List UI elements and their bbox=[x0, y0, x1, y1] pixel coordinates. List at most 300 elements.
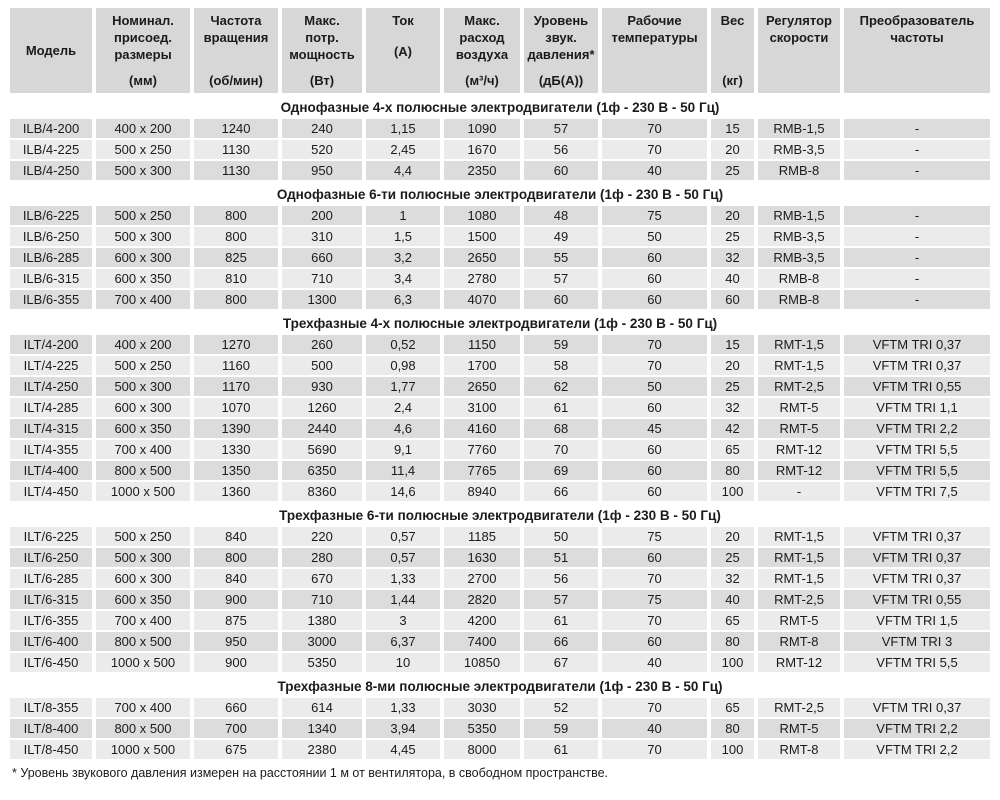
cell-weight: 100 bbox=[711, 740, 754, 759]
cell-weight: 65 bbox=[711, 698, 754, 717]
cell-power: 520 bbox=[282, 140, 362, 159]
cell-weight: 20 bbox=[711, 140, 754, 159]
cell-model: ILB/6-315 bbox=[10, 269, 92, 288]
cell-regulator: RMT-5 bbox=[758, 611, 840, 630]
cell-noise: 60 bbox=[524, 290, 598, 309]
table-row bbox=[10, 140, 990, 159]
cell-converter: VFTM TRI 0,37 bbox=[844, 569, 990, 588]
table-row bbox=[10, 161, 990, 180]
cell-temp: 60 bbox=[602, 632, 707, 651]
cell-airflow: 2820 bbox=[444, 590, 520, 609]
cell-model: ILT/4-200 bbox=[10, 335, 92, 354]
cell-rpm: 840 bbox=[194, 569, 278, 588]
cell-airflow: 2650 bbox=[444, 248, 520, 267]
cell-weight: 100 bbox=[711, 482, 754, 501]
cell-converter: VFTM TRI 3 bbox=[844, 632, 990, 651]
cell-regulator: RMT-12 bbox=[758, 461, 840, 480]
cell-converter: VFTM TRI 0,37 bbox=[844, 335, 990, 354]
cell-current: 2,45 bbox=[366, 140, 440, 159]
cell-rpm: 950 bbox=[194, 632, 278, 651]
cell-converter: VFTM TRI 1,5 bbox=[844, 611, 990, 630]
cell-current: 1,15 bbox=[366, 119, 440, 138]
cell-noise: 66 bbox=[524, 482, 598, 501]
cell-converter: - bbox=[844, 161, 990, 180]
cell-airflow: 3100 bbox=[444, 398, 520, 417]
cell-temp: 70 bbox=[602, 356, 707, 375]
cell-airflow: 8000 bbox=[444, 740, 520, 759]
cell-converter: VFTM TRI 5,5 bbox=[844, 440, 990, 459]
cell-current: 1,33 bbox=[366, 698, 440, 717]
cell-power: 710 bbox=[282, 590, 362, 609]
cell-temp: 60 bbox=[602, 482, 707, 501]
footnote: * Уровень звукового давления измерен на расстоянии 1 м от вентилятора, в свободном пространстве. bbox=[12, 766, 609, 780]
cell-rpm: 1160 bbox=[194, 356, 278, 375]
cell-weight: 65 bbox=[711, 440, 754, 459]
cell-dimensions: 500 x 300 bbox=[96, 377, 190, 396]
cell-rpm: 1330 bbox=[194, 440, 278, 459]
cell-current: 6,3 bbox=[366, 290, 440, 309]
section-header-row bbox=[10, 674, 990, 696]
cell-model: ILT/8-450 bbox=[10, 740, 92, 759]
cell-regulator: - bbox=[758, 482, 840, 501]
cell-dimensions: 500 x 250 bbox=[96, 527, 190, 546]
cell-noise: 61 bbox=[524, 611, 598, 630]
cell-airflow: 1080 bbox=[444, 206, 520, 225]
section-title: Трехфазные 6-ти полюсные электродвигатели (1ф - 230 В - 50 Гц) bbox=[10, 503, 990, 525]
cell-model: ILT/4-315 bbox=[10, 419, 92, 438]
cell-rpm: 1360 bbox=[194, 482, 278, 501]
cell-temp: 75 bbox=[602, 527, 707, 546]
cell-converter: - bbox=[844, 206, 990, 225]
cell-power: 6350 bbox=[282, 461, 362, 480]
cell-model: ILT/6-450 bbox=[10, 653, 92, 672]
cell-power: 280 bbox=[282, 548, 362, 567]
cell-model: ILB/4-250 bbox=[10, 161, 92, 180]
cell-noise: 56 bbox=[524, 140, 598, 159]
cell-dimensions: 1000 x 500 bbox=[96, 653, 190, 672]
cell-current: 4,4 bbox=[366, 161, 440, 180]
table-row bbox=[10, 119, 990, 138]
cell-current: 4,6 bbox=[366, 419, 440, 438]
table-row bbox=[10, 269, 990, 288]
cell-noise: 52 bbox=[524, 698, 598, 717]
cell-temp: 50 bbox=[602, 377, 707, 396]
cell-temp: 70 bbox=[602, 335, 707, 354]
cell-airflow: 2350 bbox=[444, 161, 520, 180]
column-header-model: Модель bbox=[10, 8, 92, 93]
cell-converter: VFTM TRI 7,5 bbox=[844, 482, 990, 501]
cell-dimensions: 800 x 500 bbox=[96, 632, 190, 651]
cell-temp: 60 bbox=[602, 398, 707, 417]
cell-rpm: 800 bbox=[194, 227, 278, 246]
cell-dimensions: 600 x 350 bbox=[96, 269, 190, 288]
cell-model: ILT/8-355 bbox=[10, 698, 92, 717]
cell-noise: 48 bbox=[524, 206, 598, 225]
table-row bbox=[10, 227, 990, 246]
cell-noise: 57 bbox=[524, 269, 598, 288]
cell-noise: 67 bbox=[524, 653, 598, 672]
cell-current: 4,45 bbox=[366, 740, 440, 759]
cell-regulator: RMB-8 bbox=[758, 161, 840, 180]
cell-regulator: RMT-12 bbox=[758, 440, 840, 459]
cell-dimensions: 500 x 300 bbox=[96, 161, 190, 180]
table-row bbox=[10, 527, 990, 546]
cell-regulator: RMT-2,5 bbox=[758, 377, 840, 396]
cell-temp: 75 bbox=[602, 590, 707, 609]
cell-airflow: 1185 bbox=[444, 527, 520, 546]
cell-weight: 25 bbox=[711, 227, 754, 246]
cell-weight: 40 bbox=[711, 269, 754, 288]
cell-converter: VFTM TRI 2,2 bbox=[844, 719, 990, 738]
cell-current: 11,4 bbox=[366, 461, 440, 480]
table-row bbox=[10, 698, 990, 717]
cell-temp: 70 bbox=[602, 119, 707, 138]
column-header-noise: Уровень звук. давления* (дБ(А)) bbox=[524, 8, 598, 93]
cell-regulator: RMT-2,5 bbox=[758, 698, 840, 717]
cell-current: 1,77 bbox=[366, 377, 440, 396]
cell-model: ILT/4-355 bbox=[10, 440, 92, 459]
cell-regulator: RMT-1,5 bbox=[758, 335, 840, 354]
cell-dimensions: 500 x 300 bbox=[96, 548, 190, 567]
cell-model: ILT/6-315 bbox=[10, 590, 92, 609]
cell-noise: 56 bbox=[524, 569, 598, 588]
cell-noise: 58 bbox=[524, 356, 598, 375]
cell-rpm: 1350 bbox=[194, 461, 278, 480]
cell-dimensions: 600 x 350 bbox=[96, 590, 190, 609]
table-row bbox=[10, 440, 990, 459]
cell-dimensions: 600 x 350 bbox=[96, 419, 190, 438]
column-header-dimensions: Номинал. присоед. размеры (мм) bbox=[96, 8, 190, 93]
cell-converter: VFTM TRI 1,1 bbox=[844, 398, 990, 417]
table-row bbox=[10, 590, 990, 609]
section-title: Трехфазные 8-ми полюсные электродвигатели (1ф - 230 В - 50 Гц) bbox=[10, 674, 990, 696]
cell-airflow: 1150 bbox=[444, 335, 520, 354]
cell-temp: 50 bbox=[602, 227, 707, 246]
cell-dimensions: 700 x 400 bbox=[96, 290, 190, 309]
cell-weight: 32 bbox=[711, 398, 754, 417]
cell-rpm: 1130 bbox=[194, 140, 278, 159]
cell-dimensions: 1000 x 500 bbox=[96, 740, 190, 759]
table-row bbox=[10, 740, 990, 759]
cell-rpm: 1240 bbox=[194, 119, 278, 138]
cell-converter: - bbox=[844, 140, 990, 159]
cell-rpm: 840 bbox=[194, 527, 278, 546]
cell-power: 220 bbox=[282, 527, 362, 546]
cell-temp: 60 bbox=[602, 548, 707, 567]
cell-converter: VFTM TRI 0,55 bbox=[844, 377, 990, 396]
cell-converter: - bbox=[844, 227, 990, 246]
cell-weight: 25 bbox=[711, 161, 754, 180]
cell-airflow: 3030 bbox=[444, 698, 520, 717]
cell-power: 670 bbox=[282, 569, 362, 588]
cell-power: 5690 bbox=[282, 440, 362, 459]
cell-current: 10 bbox=[366, 653, 440, 672]
cell-regulator: RMB-3,5 bbox=[758, 227, 840, 246]
cell-temp: 70 bbox=[602, 569, 707, 588]
cell-temp: 60 bbox=[602, 461, 707, 480]
cell-noise: 49 bbox=[524, 227, 598, 246]
cell-noise: 57 bbox=[524, 119, 598, 138]
cell-dimensions: 700 x 400 bbox=[96, 440, 190, 459]
cell-power: 614 bbox=[282, 698, 362, 717]
cell-converter: - bbox=[844, 290, 990, 309]
cell-converter: - bbox=[844, 269, 990, 288]
cell-current: 3 bbox=[366, 611, 440, 630]
column-header-current: Ток (А) bbox=[366, 8, 440, 93]
column-header-power: Макс. потр. мощность (Вт) bbox=[282, 8, 362, 93]
cell-rpm: 900 bbox=[194, 653, 278, 672]
cell-converter: VFTM TRI 5,5 bbox=[844, 653, 990, 672]
cell-weight: 42 bbox=[711, 419, 754, 438]
cell-weight: 25 bbox=[711, 377, 754, 396]
cell-rpm: 800 bbox=[194, 290, 278, 309]
cell-weight: 80 bbox=[711, 461, 754, 480]
cell-model: ILT/6-285 bbox=[10, 569, 92, 588]
table-body bbox=[10, 95, 990, 759]
cell-power: 710 bbox=[282, 269, 362, 288]
cell-weight: 32 bbox=[711, 569, 754, 588]
column-header-temp: Рабочие температуры bbox=[602, 8, 707, 93]
cell-weight: 32 bbox=[711, 248, 754, 267]
cell-power: 240 bbox=[282, 119, 362, 138]
cell-current: 1,33 bbox=[366, 569, 440, 588]
cell-noise: 69 bbox=[524, 461, 598, 480]
table-row bbox=[10, 653, 990, 672]
cell-airflow: 4160 bbox=[444, 419, 520, 438]
cell-model: ILB/4-225 bbox=[10, 140, 92, 159]
cell-model: ILB/6-285 bbox=[10, 248, 92, 267]
cell-rpm: 675 bbox=[194, 740, 278, 759]
cell-regulator: RMT-1,5 bbox=[758, 356, 840, 375]
cell-model: ILT/6-355 bbox=[10, 611, 92, 630]
cell-converter: VFTM TRI 0,37 bbox=[844, 698, 990, 717]
cell-regulator: RMB-1,5 bbox=[758, 206, 840, 225]
cell-regulator: RMT-12 bbox=[758, 653, 840, 672]
cell-airflow: 2650 bbox=[444, 377, 520, 396]
cell-dimensions: 1000 x 500 bbox=[96, 482, 190, 501]
cell-rpm: 700 bbox=[194, 719, 278, 738]
cell-temp: 75 bbox=[602, 206, 707, 225]
cell-rpm: 900 bbox=[194, 590, 278, 609]
cell-airflow: 7760 bbox=[444, 440, 520, 459]
cell-weight: 65 bbox=[711, 611, 754, 630]
cell-model: ILT/6-225 bbox=[10, 527, 92, 546]
table-row bbox=[10, 482, 990, 501]
cell-temp: 40 bbox=[602, 161, 707, 180]
cell-power: 310 bbox=[282, 227, 362, 246]
cell-weight: 80 bbox=[711, 719, 754, 738]
table-row bbox=[10, 356, 990, 375]
table-row bbox=[10, 398, 990, 417]
cell-power: 930 bbox=[282, 377, 362, 396]
table-row bbox=[10, 569, 990, 588]
cell-noise: 61 bbox=[524, 398, 598, 417]
cell-temp: 70 bbox=[602, 740, 707, 759]
cell-temp: 60 bbox=[602, 440, 707, 459]
cell-dimensions: 500 x 250 bbox=[96, 140, 190, 159]
cell-current: 3,4 bbox=[366, 269, 440, 288]
cell-current: 1,5 bbox=[366, 227, 440, 246]
cell-regulator: RMT-8 bbox=[758, 632, 840, 651]
cell-temp: 70 bbox=[602, 140, 707, 159]
table-row bbox=[10, 335, 990, 354]
cell-temp: 70 bbox=[602, 698, 707, 717]
cell-airflow: 1630 bbox=[444, 548, 520, 567]
cell-dimensions: 400 x 200 bbox=[96, 335, 190, 354]
cell-dimensions: 700 x 400 bbox=[96, 698, 190, 717]
cell-dimensions: 500 x 250 bbox=[96, 206, 190, 225]
cell-temp: 60 bbox=[602, 290, 707, 309]
cell-power: 260 bbox=[282, 335, 362, 354]
cell-noise: 70 bbox=[524, 440, 598, 459]
cell-airflow: 1090 bbox=[444, 119, 520, 138]
cell-noise: 57 bbox=[524, 590, 598, 609]
cell-regulator: RMB-3,5 bbox=[758, 140, 840, 159]
section-title: Трехфазные 4-х полюсные электродвигатели (1ф - 230 В - 50 Гц) bbox=[10, 311, 990, 333]
table-header bbox=[10, 8, 990, 93]
cell-rpm: 1170 bbox=[194, 377, 278, 396]
cell-airflow: 1700 bbox=[444, 356, 520, 375]
section-header-row bbox=[10, 182, 990, 204]
table-row bbox=[10, 248, 990, 267]
cell-rpm: 1130 bbox=[194, 161, 278, 180]
cell-current: 0,52 bbox=[366, 335, 440, 354]
cell-dimensions: 600 x 300 bbox=[96, 398, 190, 417]
cell-noise: 51 bbox=[524, 548, 598, 567]
cell-converter: - bbox=[844, 248, 990, 267]
cell-power: 200 bbox=[282, 206, 362, 225]
cell-power: 8360 bbox=[282, 482, 362, 501]
cell-regulator: RMT-1,5 bbox=[758, 527, 840, 546]
cell-converter: - bbox=[844, 119, 990, 138]
cell-temp: 40 bbox=[602, 719, 707, 738]
cell-weight: 100 bbox=[711, 653, 754, 672]
cell-current: 0,98 bbox=[366, 356, 440, 375]
cell-model: ILB/6-225 bbox=[10, 206, 92, 225]
cell-rpm: 800 bbox=[194, 206, 278, 225]
column-header-row bbox=[10, 8, 990, 93]
table-row bbox=[10, 419, 990, 438]
cell-converter: VFTM TRI 0,37 bbox=[844, 527, 990, 546]
cell-dimensions: 800 x 500 bbox=[96, 719, 190, 738]
cell-model: ILT/4-225 bbox=[10, 356, 92, 375]
cell-airflow: 7400 bbox=[444, 632, 520, 651]
cell-airflow: 10850 bbox=[444, 653, 520, 672]
cell-power: 950 bbox=[282, 161, 362, 180]
cell-noise: 68 bbox=[524, 419, 598, 438]
cell-dimensions: 600 x 300 bbox=[96, 248, 190, 267]
cell-current: 2,4 bbox=[366, 398, 440, 417]
cell-power: 500 bbox=[282, 356, 362, 375]
cell-regulator: RMB-1,5 bbox=[758, 119, 840, 138]
cell-temp: 45 bbox=[602, 419, 707, 438]
cell-rpm: 825 bbox=[194, 248, 278, 267]
cell-airflow: 5350 bbox=[444, 719, 520, 738]
cell-converter: VFTM TRI 0,37 bbox=[844, 548, 990, 567]
cell-rpm: 800 bbox=[194, 548, 278, 567]
cell-model: ILT/6-250 bbox=[10, 548, 92, 567]
cell-regulator: RMT-1,5 bbox=[758, 548, 840, 567]
cell-airflow: 2780 bbox=[444, 269, 520, 288]
cell-rpm: 1070 bbox=[194, 398, 278, 417]
cell-converter: VFTM TRI 2,2 bbox=[844, 740, 990, 759]
cell-power: 5350 bbox=[282, 653, 362, 672]
cell-regulator: RMT-5 bbox=[758, 719, 840, 738]
table-row bbox=[10, 632, 990, 651]
cell-current: 9,1 bbox=[366, 440, 440, 459]
cell-dimensions: 800 x 500 bbox=[96, 461, 190, 480]
cell-dimensions: 400 x 200 bbox=[96, 119, 190, 138]
cell-airflow: 4070 bbox=[444, 290, 520, 309]
cell-rpm: 1270 bbox=[194, 335, 278, 354]
cell-rpm: 660 bbox=[194, 698, 278, 717]
table-row bbox=[10, 206, 990, 225]
cell-noise: 55 bbox=[524, 248, 598, 267]
table-row bbox=[10, 461, 990, 480]
cell-weight: 20 bbox=[711, 527, 754, 546]
cell-current: 3,94 bbox=[366, 719, 440, 738]
cell-current: 14,6 bbox=[366, 482, 440, 501]
cell-weight: 20 bbox=[711, 206, 754, 225]
cell-airflow: 8940 bbox=[444, 482, 520, 501]
cell-temp: 70 bbox=[602, 611, 707, 630]
cell-power: 2440 bbox=[282, 419, 362, 438]
table-row bbox=[10, 548, 990, 567]
cell-dimensions: 500 x 300 bbox=[96, 227, 190, 246]
cell-noise: 66 bbox=[524, 632, 598, 651]
cell-model: ILT/6-400 bbox=[10, 632, 92, 651]
cell-regulator: RMT-2,5 bbox=[758, 590, 840, 609]
section-header-row bbox=[10, 503, 990, 525]
cell-power: 1260 bbox=[282, 398, 362, 417]
cell-current: 6,37 bbox=[366, 632, 440, 651]
cell-noise: 59 bbox=[524, 335, 598, 354]
table-row bbox=[10, 290, 990, 309]
cell-converter: VFTM TRI 5,5 bbox=[844, 461, 990, 480]
cell-weight: 60 bbox=[711, 290, 754, 309]
cell-model: ILT/4-285 bbox=[10, 398, 92, 417]
table-row bbox=[10, 377, 990, 396]
cell-model: ILT/4-250 bbox=[10, 377, 92, 396]
table-row bbox=[10, 611, 990, 630]
cell-weight: 20 bbox=[711, 356, 754, 375]
cell-noise: 60 bbox=[524, 161, 598, 180]
cell-airflow: 7765 bbox=[444, 461, 520, 480]
cell-regulator: RMT-8 bbox=[758, 740, 840, 759]
cell-noise: 62 bbox=[524, 377, 598, 396]
cell-airflow: 4200 bbox=[444, 611, 520, 630]
cell-dimensions: 700 x 400 bbox=[96, 611, 190, 630]
cell-weight: 25 bbox=[711, 548, 754, 567]
cell-temp: 40 bbox=[602, 653, 707, 672]
cell-current: 3,2 bbox=[366, 248, 440, 267]
cell-weight: 15 bbox=[711, 119, 754, 138]
cell-temp: 60 bbox=[602, 269, 707, 288]
section-header-row bbox=[10, 311, 990, 333]
cell-noise: 50 bbox=[524, 527, 598, 546]
cell-model: ILT/4-450 bbox=[10, 482, 92, 501]
cell-converter: VFTM TRI 0,37 bbox=[844, 356, 990, 375]
column-header-converter: Преобразователь частоты bbox=[844, 8, 990, 93]
cell-current: 1 bbox=[366, 206, 440, 225]
cell-current: 1,44 bbox=[366, 590, 440, 609]
cell-rpm: 1390 bbox=[194, 419, 278, 438]
cell-current: 0,57 bbox=[366, 527, 440, 546]
cell-noise: 59 bbox=[524, 719, 598, 738]
cell-weight: 15 bbox=[711, 335, 754, 354]
cell-power: 1380 bbox=[282, 611, 362, 630]
cell-power: 3000 bbox=[282, 632, 362, 651]
